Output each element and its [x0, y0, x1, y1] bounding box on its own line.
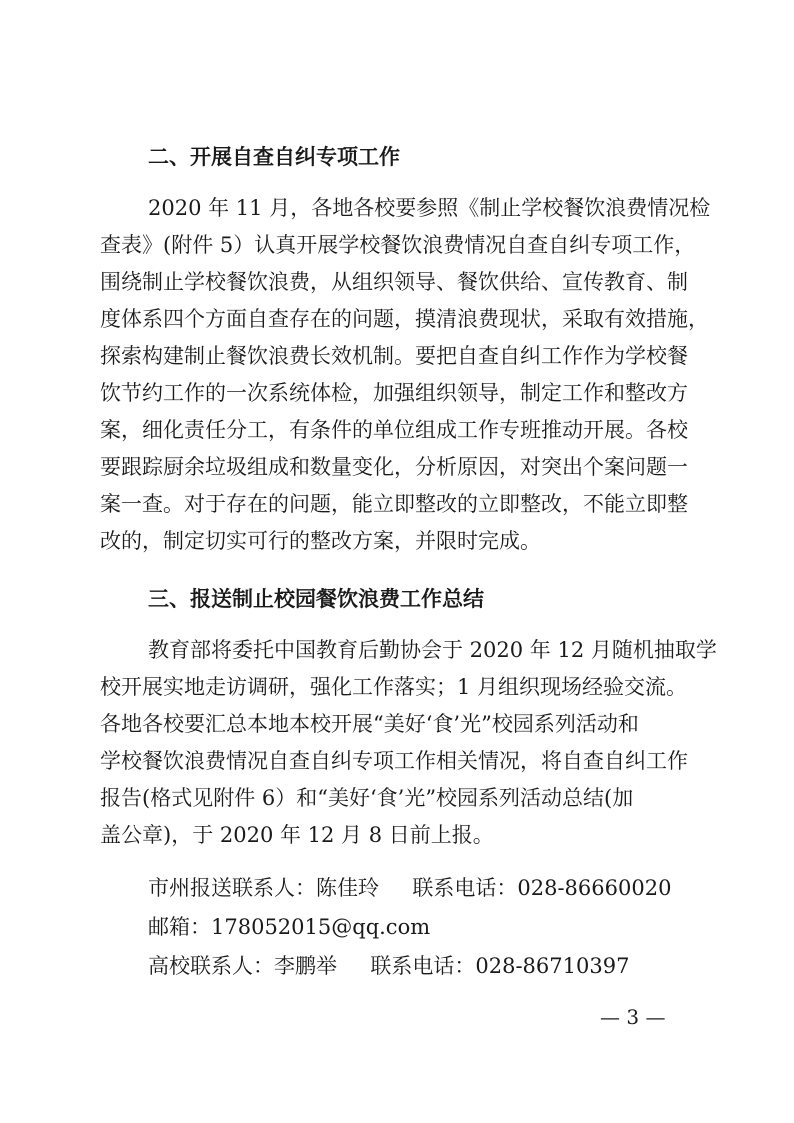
section-2-heading: 二、开展自查自纠专项工作 — [148, 145, 400, 169]
city-contact-line: 市州报送联系人：陈佳玲 联系电话：028-86660020 — [148, 876, 672, 900]
paragraph-line: 报告(格式见附件 6）和“美好‘食’光”校园系列活动总结(加 — [100, 786, 634, 810]
paragraph-line: 盖公章)，于 2020 年 12 月 8 日前上报。 — [100, 823, 494, 847]
section-3-heading: 三、报送制止校园餐饮浪费工作总结 — [148, 587, 484, 611]
page-number: — 3 — — [600, 1005, 666, 1029]
college-contact-line: 高校联系人：李鹏举 联系电话：028-86710397 — [148, 954, 630, 978]
paragraph-line: 围绕制止学校餐饮浪费，从组织领导、餐饮供给、宣传教育、制 — [100, 270, 688, 294]
paragraph-line: 2020 年 11 月，各地各校要参照《制止学校餐饮浪费情况检 — [148, 196, 711, 220]
paragraph-line: 饮节约工作的一次系统体检，加强组织领导，制定工作和整改方 — [100, 381, 688, 405]
paragraph-line: 度体系四个方面自查存在的问题，摸清浪费现状，采取有效措施， — [100, 307, 709, 331]
paragraph-line: 改的，制定切实可行的整改方案，并限时完成。 — [100, 529, 541, 553]
paragraph-line: 各地各校要汇总本地本校开展“美好‘食’光”校园系列活动和 — [100, 712, 639, 736]
paragraph-line: 案，细化责任分工，有条件的单位组成工作专班推动开展。各校 — [100, 418, 688, 442]
paragraph-line: 探索构建制止餐饮浪费长效机制。要把自查自纠工作作为学校餐 — [100, 344, 688, 368]
email-line: 邮箱：178052015@qq.com — [148, 915, 431, 939]
paragraph-line: 学校餐饮浪费情况自查自纠专项工作相关情况，将自查自纠工作 — [100, 749, 688, 773]
paragraph-line: 案一查。对于存在的问题，能立即整改的立即整改，不能立即整 — [100, 492, 688, 516]
paragraph-line: 教育部将委托中国教育后勤协会于 2020 年 12 月随机抽取学 — [148, 638, 717, 662]
paragraph-line: 要跟踪厨余垃圾组成和数量变化，分析原因，对突出个案问题一 — [100, 455, 688, 479]
paragraph-line: 查表》(附件 5）认真开展学校餐饮浪费情况自查自纠专项工作， — [100, 233, 696, 257]
paragraph-line: 校开展实地走访调研，强化工作落实；1 月组织现场经验交流。 — [100, 675, 688, 699]
